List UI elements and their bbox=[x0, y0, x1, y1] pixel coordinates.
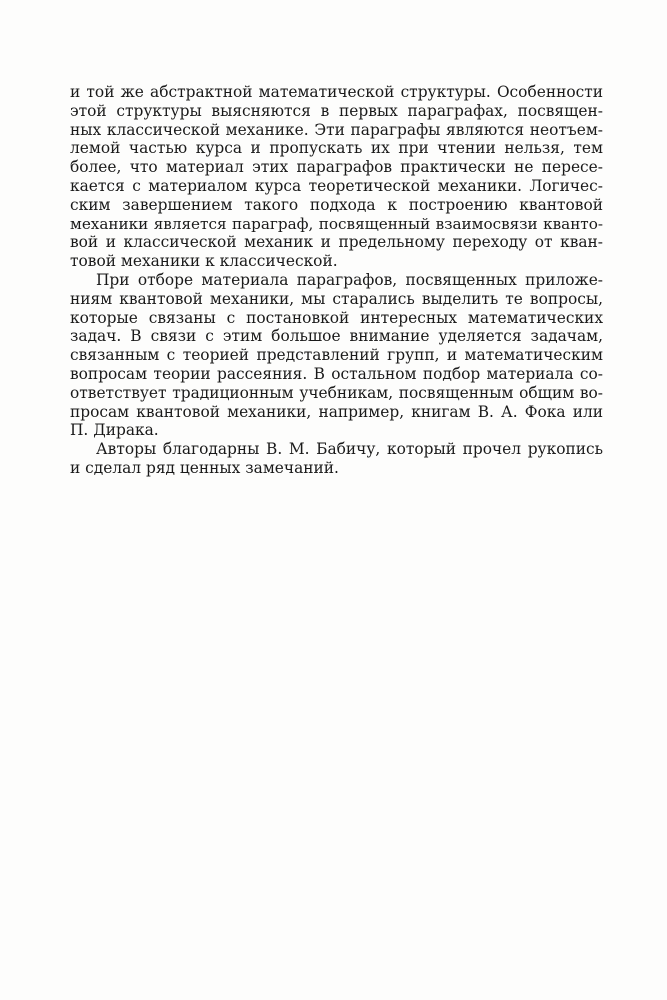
text-line: и сделал ряд ценных замечаний. bbox=[70, 458, 339, 477]
text-line: механики является параграф, посвященный взаимосвязи кванто- bbox=[70, 214, 603, 233]
text-line: более, что материал этих параграфов практически не пересе- bbox=[70, 158, 603, 177]
text-line: вопросам теории рассеяния. В остальном подбор материала со- bbox=[70, 364, 603, 383]
text-line: ским завершением такого подхода к построению квантовой bbox=[70, 195, 603, 214]
text-line: которые связаны с постановкой интересных математических bbox=[70, 308, 603, 327]
text-line: и той же абстрактной математической структуры. Особенности bbox=[70, 83, 603, 101]
text-line: ных классической механике. Эти параграфы являются неотъем- bbox=[70, 120, 603, 139]
text-line: просам квантовой механики, например, книгам В. А. Фока или bbox=[70, 402, 603, 421]
paragraph-1 bbox=[70, 83, 603, 271]
paragraph-2 bbox=[70, 271, 603, 440]
text-line: Авторы благодарны В. М. Бабичу, который прочел рукопись bbox=[96, 440, 603, 459]
text-line: товой механики к классической. bbox=[70, 252, 338, 271]
body-text bbox=[70, 83, 603, 478]
text-line: ниям квантовой механики, мы старались выделить те вопросы, bbox=[70, 289, 603, 308]
text-line: вой и классической механик и предельному переходу от кван- bbox=[70, 233, 603, 252]
text-line: связанным с теорией представлений групп, и математическим bbox=[70, 346, 603, 365]
text-line: П. Дирака. bbox=[70, 421, 159, 440]
paragraph-3 bbox=[70, 440, 603, 478]
text-line: ответствует традиционным учебникам, посвященным общим во- bbox=[70, 383, 603, 402]
text-line: этой структуры выясняются в первых параграфах, посвящен- bbox=[70, 101, 603, 120]
text-line: При отборе материала параграфов, посвященных приложе- bbox=[96, 270, 603, 289]
text-line: кается с материалом курса теоретической механики. Логичес- bbox=[70, 176, 603, 195]
text-line: лемой частью курса и пропускать их при чтении нельзя, тем bbox=[70, 139, 603, 158]
text-line: задач. В связи с этим большое внимание уделяется задачам, bbox=[70, 327, 603, 346]
